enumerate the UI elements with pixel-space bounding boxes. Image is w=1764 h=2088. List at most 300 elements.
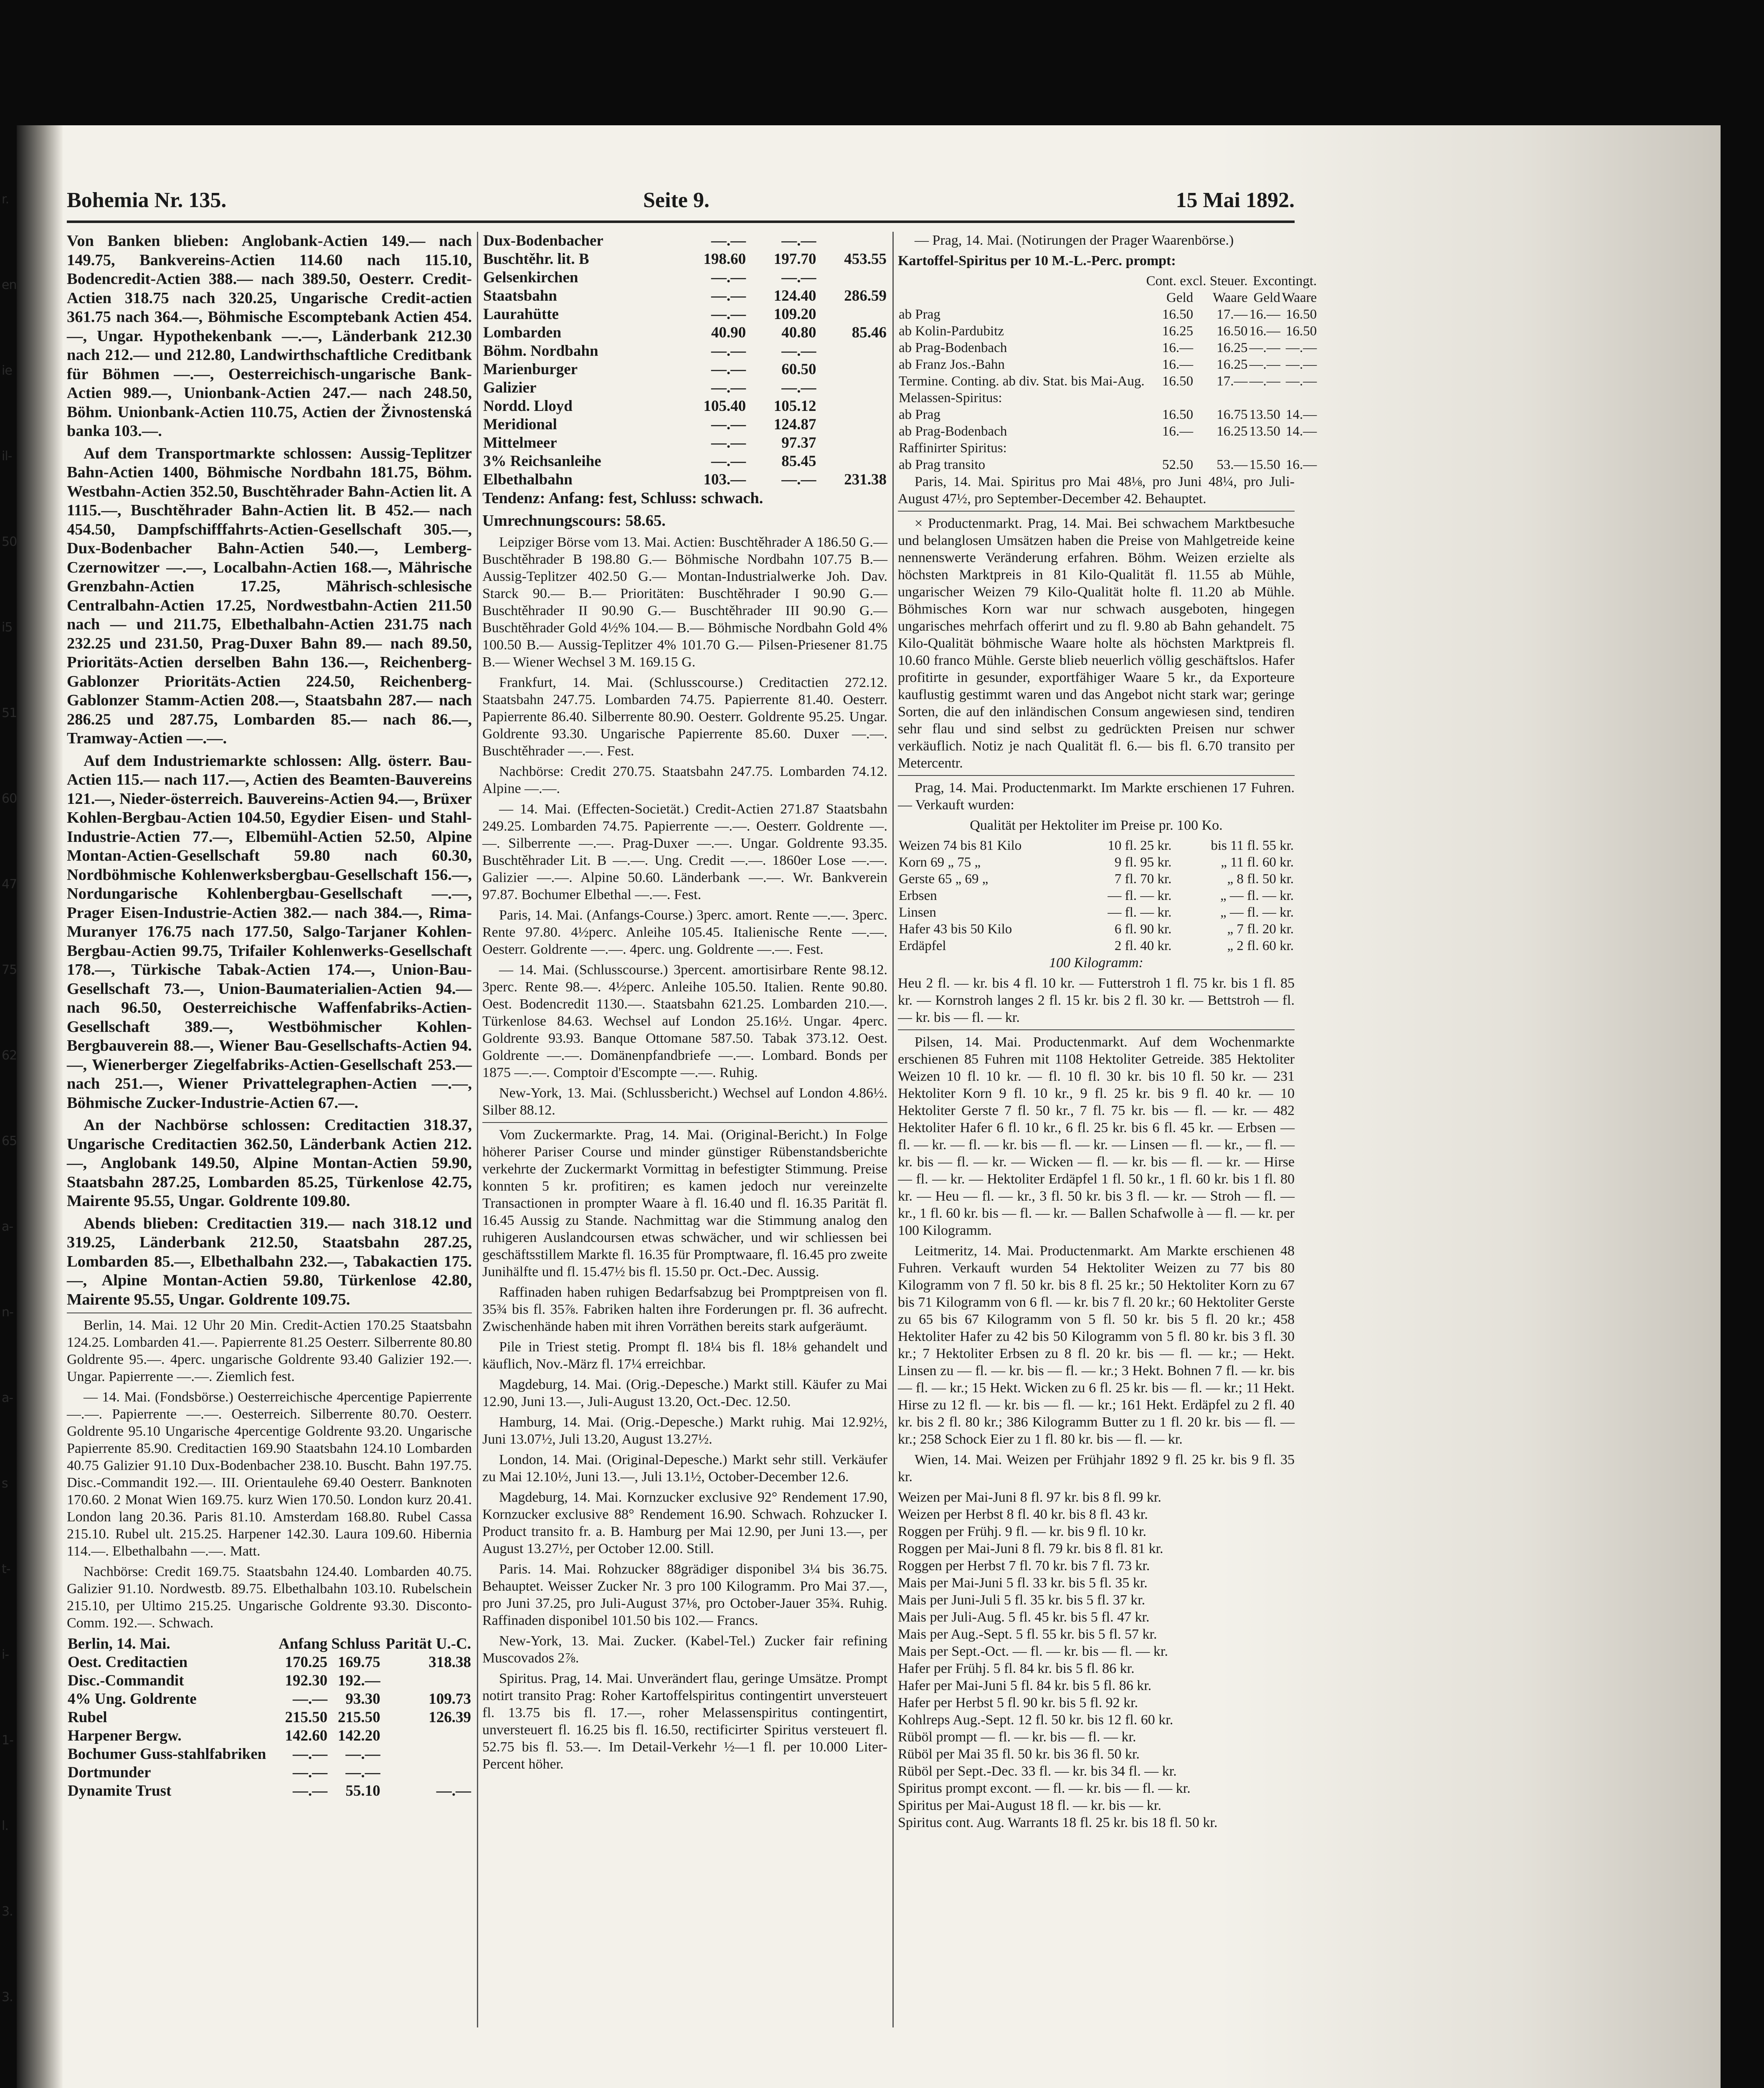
- price-line: Hafer per Frühj. 5 fl. 84 kr. bis 5 fl. 86 kr.: [898, 1661, 1135, 1676]
- pilsen-report: Pilsen, 14. Mai. Productenmarkt. Auf dem Wochenmarkte erschienen 85 Fuhren mit 1108 Hektoliter Getreide. 385 Hektoliter Weizen 10 fl. 10 kr. — fl. 10 fl. 30 kr. bis 10 fl. 50 kr. — 231 Hektoliter Korn 9 fl. 10 kr., 9 fl. 25 kr. bis 9 fl. 40 kr. — 10 Hektoliter Gerste 7 fl. 50 kr., 7 fl. 75 kr. bis — fl. — kr. — 482 Hektoliter Hafer 6 fl. 10 kr., 6 fl. 25 kr. bis 6 fl. 45 kr. — Erbsen — fl. — kr. — fl. — kr. bis — fl. — kr. — Linsen — fl. — kr., — fl. — kr. bis — fl. — kr. — Wicken — fl. — kr. bis — fl. — kr. — Hirse — fl. — kr. — Hektoliter Erdäpfel 1 fl. 50 kr., 1 fl. 60 kr. bis 1 fl. 80 kr. — Heu — fl. — kr., 3 fl. 50 kr. bis 3 fl. — kr. — Stroh — fl. — kr., 1 fl. 60 kr. bis — fl. — kr. — Ballen Schafwolle à — fl. — kr. per 100 Kilogramm.: [898, 1034, 1295, 1238]
- table-cell: —.—: [436, 1782, 471, 1799]
- table-header: Schluss: [331, 1635, 380, 1652]
- table-cell: 16.50: [1217, 324, 1248, 339]
- edge-fragment: en: [2, 278, 17, 292]
- table-cell: —.—: [781, 471, 816, 488]
- paris-raw-sugar: Paris. 14. Mai. Rohzucker 88grädiger disponibel 3¼ bis 36.75. Behauptet. Weisser Zucker Nr. 3 pro 100 Kilogramm. Pro Mai 37.—, pro Juni 37.25, pro Juli-August 37⅛, pro October-Jauer 35¾. Ruhig. Raffinaden disponibel 101.50 bis 102.— Francs.: [482, 1561, 887, 1628]
- spirit-table-body: [898, 306, 1318, 473]
- table-cell: 97.37: [781, 434, 816, 451]
- table-cell: 169.75: [337, 1654, 380, 1671]
- table-cell: 142.60: [285, 1727, 328, 1744]
- binding-shadow: [17, 125, 63, 2088]
- table-cell: „ 7 fl. 20 kr.: [1227, 922, 1294, 937]
- newyork-report: New-York, 13. Mai. (Schlussbericht.) Wechsel auf London 4.86½. Silber 88.12.: [482, 1085, 887, 1118]
- table-cell: „ 11 fl. 60 kr.: [1221, 855, 1294, 870]
- table-cell: 60.50: [781, 361, 816, 378]
- grain-table: [898, 837, 1295, 954]
- price-line: Rüböl prompt — fl. — kr. bis — fl. — kr.: [898, 1729, 1136, 1745]
- table-cell: „ — fl. — kr.: [1220, 905, 1294, 920]
- table-header: Cont. excl. Steuer.: [1146, 274, 1248, 289]
- table-row: [898, 904, 1295, 921]
- table-row: [482, 250, 887, 269]
- transport-report: Auf dem Transportmarkte schlossen: Aussig-Teplitzer Bahn-Actien 1400, Böhmische Nordbahn 181.75, Böhm. Westbahn-Actien 352.50, Buschtěhrader Bahn-Actien lit. A 1115.—, Buschtěhrader Bahn-Actien lit. B 452.— nach 454.50, Dampfschifffahrts-Actien-Gesellschaft 305.—, Dux-Bodenbacher Bahn-Actien 540.—, Lemberg-Czernowitzer —.—, Localbahn-Actien 168.—, Mährische Grenzbahn-Actien 17.25, Mährisch-schlesische Centralbahn-Actien 17.25, Nordwestbahn-Actien 211.50 nach — und 211.75, Elbethalbahn-Actien 231.75 nach 232.25 und 231.50, Prag-Duxer Bahn 89.— nach 89.50, Prioritäts-Actien derselben Bahn 136.—, Reichenberg-Gablonzer Prioritäts-Actien 224.50, Reichenberg-Gablonzer Stamm-Actien 208.—, Staatsbahn 287.— nach 286.25 und 287.75, Lombarden 85.— nach 86.—, Tramway-Actien —.—.: [67, 444, 472, 747]
- table-cell: 197.70: [773, 251, 816, 268]
- edge-fragment: r.: [2, 192, 9, 207]
- table-cell: [817, 342, 887, 360]
- table-row: [898, 921, 1295, 938]
- row-label: Korn 69 „ 75 „: [899, 855, 981, 870]
- table-cell: [381, 1764, 472, 1782]
- price-line: Hafer per Herbst 5 fl. 90 kr. bis 5 fl. 92 kr.: [898, 1695, 1138, 1710]
- grain-table-header: Qualität per Hektoliter im Preise pr. 100 Ko.: [970, 818, 1223, 833]
- row-label: Hafer 43 bis 50 Kilo: [899, 922, 1012, 937]
- row-label: Elbethalbahn: [483, 471, 573, 488]
- table-row: [898, 871, 1295, 887]
- edge-fragment: 50: [2, 535, 17, 549]
- table-row: [898, 306, 1318, 323]
- table-cell: 9 fl. 95 kr.: [1114, 855, 1172, 870]
- table-row: [898, 423, 1318, 440]
- table-cell: — fl. — kr.: [1108, 888, 1172, 903]
- row-label: Gerste 65 „ 69 „: [899, 872, 988, 887]
- row-label: Dynamite Trust: [68, 1782, 172, 1799]
- table-cell: [381, 1745, 472, 1764]
- table-cell: 170.25: [285, 1654, 328, 1671]
- london-report: London, 14. Mai. (Original-Depesche.) Markt sehr still. Verkäufer zu Mai 12.10½, Juni 13.—, Juli 13.1½, October-December 12.6.: [482, 1452, 887, 1485]
- table-cell: — fl. — kr.: [1108, 905, 1172, 920]
- table-cell: —.—: [1249, 374, 1280, 389]
- industry-report: Auf dem Industriemarkte schlossen: Allg. österr. Bau-Actien 115.— nach 117.—, Actien des Beamten-Bauvereins 121.—, Nieder-österreich. Bauvereins-Actien 94.—, Brüxer Kohlen-Bergbau-Actien 104.50, Egydier Eisen- und Stahl-Industrie-Actien 77.—, Elbemühl-Actien 52.50, Alpine Montan-Actien-Gesellschaft 59.80 nach 60.30, Nordböhmische Kohlenwerksbergbau-Gesellschaft 156.—, Nordungarische Kohlenbergbau-Gesellschaft —.—, Prager Eisen-Industrie-Actien 382.— nach 384.—, Rima-Muranyer 176.75 nach 177.50, Salgo-Tarjaner Kohlen-Bergbau-Actien 99.75, Trifailer Kohlenwerks-Gesellschaft 178.—, Türkische Tabak-Actien 174.—, Union-Bau-Gesellschaft 73.—, Union-Baumaterialien-Actien 94.— nach 96.50, Oesterreichische Waffenfabriks-Actien-Gesellschaft 389.—, Westböhmischer Kohlen-Bergbauverein 88.—, Wiener Bau-Gesellschafts-Actien 94.—, Wienerberger Ziegelfabriks-Actien-Gesellschaft 253.— nach 251.—, Wiener Privattelegraphen-Actien —.—, Böhmische Zucker-Industrie-Actien 67.—.: [67, 752, 472, 1112]
- row-label: Melassen-Spiritus:: [899, 390, 1002, 405]
- table-subheader: Geld: [1166, 290, 1194, 305]
- table-cell: 14.—: [1285, 424, 1317, 439]
- triest-report: Pile in Triest stetig. Prompt fl. 18¼ bis fl. 18⅛ gehandelt und käuflich, Nov.-März fl. 17¼ erreichbar.: [482, 1339, 887, 1372]
- table-cell: 10 fl. 25 kr.: [1108, 838, 1172, 853]
- table-cell: 40.90: [711, 324, 746, 341]
- berlin-fondsboerse: — 14. Mai. (Fondsbörse.) Oesterreichische 4percentige Papierrente —.—. Papierrente —.—. Oesterreich. Silberrente 80.70. Oesterr. Goldrente 95.10 Ungarische 4percentige Goldrente 93.20. Ungarische Papierrente 85.90. Creditactien 169.90 Staatsbahn 124.10 Lombarden 40.75 Galizier 91.10 Dux-Bodenbacher 238.10. Buscht. Bahn 197.75. Disc.-Commandit 192.—. III. Orientaulehe 69.40 Oesterr. Banknoten 170.60. 2 Monat Wien 169.75. kurz Wien 170.50. London kurz 20.41. London lang 20.36. Paris 81.10. Amsterdam 168.80. Rubel Cassa 215.10. Rubel ult. 215.25. Harpener 142.30. Laura 109.60. Hibernia 114.—. Elbethalbahn —.—. Matt.: [67, 1389, 472, 1559]
- table-cell: [381, 1727, 472, 1745]
- row-label: 3% Reichsanleihe: [483, 453, 601, 470]
- table-cell: 16.—: [1285, 457, 1317, 472]
- price-line: Spiritus per Mai-August 18 fl. — kr. bis — kr.: [898, 1798, 1161, 1813]
- edge-fragment: i5: [2, 620, 13, 635]
- edge-fragment: a-: [2, 1219, 13, 1234]
- berlin-afterbourse: Nachbörse: Credit 169.75. Staatsbahn 124.40. Lombarden 40.75. Galizier 91.10. Nordwestb. 89.75. Elbethalbahn 103.10. Rubelschein 215.10, per Ultimo 215.25. Ungarische Goldrente 93.30. Disconto-Comm. 192.—. Schwach.: [67, 1564, 472, 1631]
- table-cell: —.—: [345, 1764, 380, 1781]
- table-cell: 16.25: [1217, 340, 1248, 355]
- table-cell: —.—: [292, 1690, 328, 1708]
- header-rule: [67, 220, 1295, 223]
- column-divider: [892, 232, 894, 2027]
- leipzig-report: Leipziger Börse vom 13. Mai. Actien: Buschtěhrader A 186.50 G.— Buschtěhrader B 198.80 G.— Böhmische Nordbahn 107.75 B.— Aussig-Teplitzer 402.50 G.— Montan-Industrialwerke Joh. Dav. Starck 90.— B.— Prioritäten: Buschtěhrader I 90.90 G.— Buschtěhrader II 90.90 G.— Buschtěhrader III 90.90 G.— Buschtěhrader Gold 4½% 104.— B.— Böhmische Nordbahn Gold 4% 100.50 B.— Aussig-Teplitzer 4% 101.70 G.— Pilsen-Priesener 81.75 B.— Wiener Wechsel 3 M. 169.15 G.: [482, 535, 887, 670]
- row-label: Lombarden: [483, 324, 562, 341]
- table-cell: 16.50: [1162, 307, 1194, 322]
- column-left: [67, 232, 472, 2027]
- table-cell: 16.75: [1217, 407, 1248, 422]
- row-label: Gelsenkirchen: [483, 269, 578, 286]
- table-cell: 13.50: [1249, 424, 1280, 439]
- table-cell: —.—: [711, 269, 746, 286]
- table-row: [482, 232, 887, 250]
- row-label: Mittelmeer: [483, 434, 557, 451]
- table-cell: 16.—: [1249, 324, 1280, 339]
- quote-table: [482, 232, 887, 489]
- quote-table-body: [482, 232, 887, 489]
- spirit-table-title: Kartoffel-Spiritus per 10 M.-L.-Perc. prompt:: [898, 253, 1176, 269]
- price-line: Rüböl per Mai 35 fl. 50 kr. bis 36 fl. 50 kr.: [898, 1746, 1140, 1762]
- conversion-rate: Umrechnungscours: 58.65.: [482, 512, 666, 530]
- table-cell: 13.50: [1249, 407, 1280, 422]
- table-row: [482, 397, 887, 416]
- table-cell: —.—: [711, 434, 746, 451]
- table-cell: bis 11 fl. 55 kr.: [1211, 838, 1294, 853]
- berlin-table-title: Berlin, 14. Mai.: [68, 1635, 170, 1652]
- price-line: Mais per Aug.-Sept. 5 fl. 55 kr. bis 5 fl. 57 kr.: [898, 1627, 1157, 1642]
- row-label: Staatsbahn: [483, 287, 557, 304]
- row-label: ab Franz Jos.-Bahn: [899, 357, 1005, 372]
- table-cell: 126.39: [428, 1709, 471, 1726]
- table-header: Excontingt.: [1253, 274, 1317, 289]
- table-cell: —.—: [711, 453, 746, 470]
- table-row: [482, 434, 887, 452]
- edge-fragment: 60: [2, 791, 17, 806]
- table-row: [67, 1745, 472, 1764]
- table-cell: 16.25: [1217, 424, 1248, 439]
- price-line: Mais per Juni-Juli 5 fl. 35 kr. bis 5 fl. 37 kr.: [898, 1592, 1146, 1608]
- table-cell: 16.—: [1249, 307, 1280, 322]
- table-cell: 105.40: [703, 398, 746, 415]
- table-cell: 142.20: [337, 1727, 380, 1744]
- frankfurt-effecten: — 14. Mai. (Effecten-Societät.) Credit-Actien 271.87 Staatsbahn 249.25. Lombarden 74.75. Papierrente —.—. Oesterr. Goldrente —.—. Silberrente —.—. Prag-Duxer —.—. Ungar. Goldrente 93.35. Buschtěhrader Lit. B —.—. Ung. Credit —.—. 1860er Lose —.—. Galizier —.—. Alpine 50.60. Länderbank —.—. Wr. Bankverein 97.87. Bochumer Elbethal —.—. Fest.: [482, 801, 887, 902]
- table-row: [482, 287, 887, 305]
- row-label: Oest. Creditactien: [68, 1654, 188, 1671]
- table-cell: 124.40: [773, 287, 816, 304]
- edge-fragment: 1-: [2, 1733, 13, 1748]
- row-label: Rubel: [68, 1709, 107, 1726]
- table-cell: 93.30: [345, 1690, 380, 1708]
- table-row: [67, 1727, 472, 1745]
- table-cell: —.—: [711, 379, 746, 396]
- row-label: Erdäpfel: [899, 938, 946, 953]
- table-cell: [1194, 440, 1248, 456]
- table-cell: [817, 452, 887, 471]
- row-label: 4% Ung. Goldrente: [68, 1690, 197, 1708]
- banks-report: Von Banken blieben: Anglobank-Actien 149.— nach 149.75, Bankvereins-Actien 114.60 nach 115.10, Bodencredit-Actien 388.— nach 389.50, Oesterr. Credit-Actien 318.75 nach 320.25, Ungarische Credit-actien 361.75 nach 364.—, Böhmische Escomptebank Actien 454.—, Ungar. Hypothekenbank —.—, Länderbank 212.30 nach 212.— und 212.80, Landwirthschaftliche Creditbank für Böhmen —.—, Oesterreichisch-ungarische Bank-Actien 989.—, Unionbank-Actien 247.— nach 248.50, Böhm. Unionbank-Actien 110.75, Actien der Živnostenská banka 103.—.: [67, 232, 472, 440]
- table-cell: —.—: [781, 342, 816, 360]
- table-row: [67, 1653, 472, 1672]
- table-row: [67, 1764, 472, 1782]
- paris-closing: — 14. Mai. (Schlusscourse.) 3percent. amortisirbare Rente 98.12. 3perc. Rente 98.—. 4½perc. Anleihe 105.50. Italien. Rente 90.80. Oest. Bodencredit 1130.—. Staatsbahn 621.25. Lombarden 210.—. Türkenlose 84.63. Wechsel auf London 25.16½. Ungar. 4perc. Goldrente 93.93. Banque Ottomane 587.50. Tabak 373.12. Oest. Goldrente —.—. Domänenpfandbriefe —.—. Lombard. Bonds per 1875 —.—. Comptoir d'Escompte —.—. Ruhig.: [482, 962, 887, 1080]
- newyork-sugar: New-York, 13. Mai. Zucker. (Kabel-Tel.) Zucker fair refining Muscovados 2⅞.: [482, 1633, 887, 1666]
- table-cell: —.—: [711, 287, 746, 304]
- table-cell: [817, 434, 887, 452]
- edge-fragment: 51: [2, 706, 17, 720]
- table-cell: 16.50: [1285, 324, 1317, 339]
- table-cell: [1281, 440, 1318, 456]
- vienna-end: Spiritus cont. Aug. Warrants 18 fl. 25 kr. bis 18 fl. 50 kr.: [898, 1815, 1218, 1830]
- table-cell: 55.10: [345, 1782, 380, 1799]
- table-cell: 15.50: [1249, 457, 1280, 472]
- table-cell: —.—: [711, 306, 746, 323]
- table-subheader: Waare: [1213, 290, 1248, 305]
- table-cell: —.—: [781, 269, 816, 286]
- price-line: Roggen per Herbst 7 fl. 70 kr. bis 7 fl. 73 kr.: [898, 1558, 1150, 1574]
- price-line: Roggen per Frühj. 9 fl. — kr. bis 9 fl. 10 kr.: [898, 1524, 1146, 1539]
- price-line: Spiritus prompt excont. — fl. — kr. bis — fl. — kr.: [898, 1781, 1191, 1796]
- row-label: ab Prag: [899, 407, 940, 422]
- table-row: [898, 323, 1318, 340]
- row-label: Raffinirter Spiritus:: [899, 441, 1007, 456]
- table-cell: —.—: [292, 1746, 328, 1763]
- table-cell: 124.87: [773, 416, 816, 433]
- table-cell: 105.12: [773, 398, 816, 415]
- table-row: [898, 406, 1318, 423]
- table-cell: [1248, 390, 1281, 406]
- row-label: Erbsen: [899, 888, 937, 903]
- table-cell: 192.30: [285, 1672, 328, 1689]
- table-cell: —.—: [1285, 340, 1317, 355]
- column-middle: [482, 232, 887, 2027]
- row-label: ab Prag transito: [899, 457, 986, 472]
- table-row: [898, 837, 1295, 854]
- row-label: Nordd. Lloyd: [483, 398, 573, 415]
- table-header: Anfang: [278, 1635, 328, 1652]
- edge-fragment: 75: [2, 963, 17, 977]
- row-label: Laurahütte: [483, 306, 559, 323]
- divider: [898, 1029, 1295, 1030]
- table-row: [482, 379, 887, 397]
- table-cell: —.—: [292, 1764, 328, 1781]
- table-row: [898, 854, 1295, 871]
- table-cell: 16.—: [1162, 340, 1194, 355]
- row-label: ab Prag-Bodenbach: [899, 424, 1007, 439]
- row-label: Harpener Bergw.: [68, 1727, 182, 1744]
- table-cell: —.—: [1285, 357, 1317, 372]
- row-label: Meridional: [483, 416, 557, 433]
- price-line: Mais per Juli-Aug. 5 fl. 45 kr. bis 5 fl. 47 kr.: [898, 1609, 1150, 1625]
- table-row: [482, 342, 887, 360]
- header-masthead: Bohemia Nr. 135.: [67, 188, 227, 212]
- table-cell: [381, 1672, 472, 1690]
- edge-fragment: 47: [2, 877, 17, 892]
- table-row: [67, 1690, 472, 1708]
- refined-sugar-report: Raffinaden haben ruhigen Bedarfsabzug bei Promptpreisen von fl. 35¾ bis fl. 35⅞. Fabriken halten ihre Forderungen pr. fl. 36 aufrecht. Zwischenhände haben mit ihren Vorräthen bereits stark aufgeräumt.: [482, 1285, 887, 1334]
- edge-fragment: il-: [2, 449, 12, 464]
- previous-page-edge: [0, 159, 19, 2088]
- price-line: Kohlreps Aug.-Sept. 12 fl. 50 kr. bis 12 fl. 60 kr.: [898, 1712, 1173, 1728]
- table-cell: [817, 232, 887, 250]
- row-label: ab Prag-Bodenbach: [899, 340, 1007, 355]
- table-cell: 16.25: [1162, 324, 1194, 339]
- row-label: Termine. Conting. ab div. Stat. bis Mai-Aug.: [899, 374, 1145, 389]
- row-label: Dortmunder: [68, 1764, 151, 1781]
- table-cell: [817, 416, 887, 434]
- row-label: ab Prag: [899, 307, 940, 322]
- table-row: [67, 1708, 472, 1727]
- table-cell: —.—: [1249, 340, 1280, 355]
- table-cell: —.—: [1285, 374, 1317, 389]
- table-cell: —.—: [711, 232, 746, 249]
- row-label: Galizier: [483, 379, 537, 396]
- table-cell: 7 fl. 70 kr.: [1114, 872, 1172, 887]
- edge-fragment: l.: [2, 1819, 8, 1833]
- row-label: Dux-Bodenbacher: [483, 232, 603, 249]
- page-header: [67, 184, 1295, 217]
- divider: [482, 1122, 887, 1123]
- grain-unit-note: 100 Kilogramm:: [1049, 955, 1143, 971]
- table-cell: [1146, 390, 1194, 406]
- edge-fragment: s: [2, 1476, 8, 1491]
- table-row: [898, 440, 1318, 456]
- table-cell: 16.50: [1162, 374, 1194, 389]
- paris-spirit-report: Paris, 14. Mai. Spiritus pro Mai 48⅛, pro Juni 48¼, pro Juli-August 47½, pro September-December 42. Behauptet.: [898, 474, 1295, 507]
- table-cell: 52.50: [1162, 457, 1194, 472]
- table-row: [898, 390, 1318, 406]
- table-cell: —.—: [292, 1782, 328, 1799]
- table-cell: —.—: [345, 1746, 380, 1763]
- table-cell: „ — fl. — kr.: [1220, 888, 1294, 903]
- table-cell: 53.—: [1217, 457, 1248, 472]
- row-label: Linsen: [899, 905, 936, 920]
- column-right: [898, 232, 1317, 2027]
- table-cell: [817, 397, 887, 416]
- table-cell: —.—: [781, 232, 816, 249]
- table-cell: 17.—: [1217, 307, 1248, 322]
- produce-market-intro: Prag, 14. Mai. Productenmarkt. Im Markte erschienen 17 Fuhren. — Verkauft wurden:: [898, 780, 1295, 813]
- edge-fragment: ie: [2, 363, 12, 378]
- table-row: [482, 360, 887, 379]
- table-row: [898, 938, 1295, 954]
- spirit-table: [898, 273, 1318, 473]
- table-row: [67, 1782, 472, 1800]
- table-cell: 2 fl. 40 kr.: [1114, 938, 1172, 953]
- edge-fragment: 62: [2, 1048, 17, 1063]
- edge-fragment: t-: [2, 1562, 10, 1576]
- table-row: [482, 471, 887, 489]
- table-cell: 16.—: [1162, 357, 1194, 372]
- table-cell: 215.50: [337, 1709, 380, 1726]
- table-cell: „ 8 fl. 50 kr.: [1227, 872, 1294, 887]
- table-header: Parität U.-C.: [385, 1635, 471, 1652]
- table-cell: 85.46: [852, 324, 887, 341]
- grain-table-body: [898, 837, 1295, 954]
- table-subheader: Waare: [1282, 290, 1317, 305]
- table-cell: 85.45: [781, 453, 816, 470]
- table-cell: 16.—: [1162, 424, 1194, 439]
- row-label: Bochumer Guss-stahlfabriken: [68, 1746, 266, 1763]
- edge-fragment: 3.: [2, 1990, 13, 2004]
- table-cell: —.—: [711, 342, 746, 360]
- table-row: [898, 373, 1318, 390]
- row-label: Böhm. Nordbahn: [483, 342, 598, 360]
- table-cell: 40.80: [781, 324, 816, 341]
- edge-fragment: 65: [2, 1134, 17, 1148]
- table-row: [898, 456, 1318, 473]
- table-cell: 14.—: [1285, 407, 1317, 422]
- table-cell: 231.38: [844, 471, 887, 488]
- table-cell: 453.55: [844, 251, 887, 268]
- row-label: Buschtěhr. lit. B: [483, 251, 589, 268]
- afterbourse-report: An der Nachbörse schlossen: Creditactien 318.37, Ungarische Creditactien 362.50, Länderbank Actien 212.—, Anglobank 149.50, Alpine Montan-Actien 59.90, Staatsbahn 287.25, Lombarden 85.25, Türkenlose 42.75, Mairente 95.55, Ungar. Goldrente 109.80.: [67, 1116, 472, 1210]
- edge-fragment: a-: [2, 1391, 13, 1405]
- tendency-line: Tendenz: Anfang: fest, Schluss: schwach.: [482, 489, 763, 507]
- price-line: Roggen per Mai-Juni 8 fl. 79 kr. bis 8 fl. 81 kr.: [898, 1541, 1163, 1556]
- table-row: [482, 452, 887, 471]
- table-cell: 16.50: [1285, 307, 1317, 322]
- table-cell: —.—: [711, 416, 746, 433]
- table-cell: 17.—: [1217, 374, 1248, 389]
- table-row: [898, 887, 1295, 904]
- header-page-number: Seite 9.: [643, 188, 710, 212]
- table-cell: —.—: [711, 361, 746, 378]
- table-row: [482, 305, 887, 324]
- table-cell: 215.50: [285, 1709, 328, 1726]
- table-cell: 109.73: [428, 1690, 471, 1708]
- price-line: Rüböl per Sept.-Dec. 33 fl. — kr. bis 34 fl. — kr.: [898, 1764, 1177, 1779]
- table-cell: „ 2 fl. 60 kr.: [1227, 938, 1294, 953]
- table-cell: [817, 305, 887, 324]
- paris-opening: Paris, 14. Mai. (Anfangs-Course.) 3perc. amort. Rente —.—. 3perc. Rente 97.80. 4½perc. Anleihe 105.45. Italienische Rente —.—. Oesterr. Goldrente —.—. 4perc. ung. Goldrente —.—. Fest.: [482, 907, 887, 957]
- column-divider: [477, 232, 478, 2027]
- table-row: [482, 324, 887, 342]
- price-line: Weizen per Herbst 8 fl. 40 kr. bis 8 fl. 43 kr.: [898, 1507, 1148, 1522]
- table-row: [482, 416, 887, 434]
- header-date: 15 Mai 1892.: [1176, 188, 1295, 212]
- berlin-table-body: [67, 1653, 472, 1800]
- table-cell: 16.50: [1162, 407, 1194, 422]
- table-cell: [1146, 440, 1194, 456]
- divider: [898, 511, 1295, 512]
- table-row: [482, 269, 887, 287]
- table-cell: 192.—: [337, 1672, 380, 1689]
- price-line: Weizen per Mai-Juni 8 fl. 97 kr. bis 8 fl. 99 kr.: [898, 1490, 1161, 1505]
- produce-market-report: × Productenmarkt. Prag, 14. Mai. Bei schwachem Marktbesuche und belanglosen Umsätzen haben die Preise von Mahlgetreide keine nennenswerte Veränderung erfahren. Böhm. Weizen erzielte als höchsten Marktpreis in 81 Kilo-Qualität fl. 11.55 ab Mühle, ungarischer Weizen 79 Kilo-Qualität holte fl. 11.20 ab Mühle. Böhmisches Korn war nur schwach ausgeboten, hingegen ungarisches mehrfach offerirt und zu fl. 9.80 ab Bahn gehandelt. 75 Kilo-Qualität böhmische Waare holte als höchsten Marktpreis fl. 10.60 franco Mühle. Gerste blieb neuerlich völlig geschäftslos. Hafer profitirte in gesunder, exportfähiger Waare 5 kr., da Exporteure kauflustig gestimmt waren und das Angebot nicht stark war; geringe Sorten, die auf den inländischen Consum angewiesen sind, tendiren sehr flau und sind selbst zu gedrückten Preisen nur schwer verkäuflich. Notiz je nach Qualität fl. 6.— bis fl. 6.70 transito per Metercentr.: [898, 516, 1295, 771]
- edge-fragment: n-: [2, 1305, 13, 1320]
- edge-fragment: 3.: [2, 1904, 13, 1919]
- row-label: Disc.-Commandit: [68, 1672, 184, 1689]
- table-cell: 318.38: [428, 1654, 471, 1671]
- table-cell: 103.—: [703, 471, 746, 488]
- frankfurt-report: Frankfurt, 14. Mai. (Schlusscourse.) Creditactien 272.12. Staatsbahn 247.75. Lombarden 74.75. Papierrente 81.40. Oesterr. Papierrente 86.40. Silberrente 80.90. Oesterr. Goldrente 95.25. Ungar. Goldrente 93.30. Ungarische Papierrente 85.60. Duxer —.—. Buschtěhrader —.—. Fest.: [482, 675, 887, 759]
- row-label: Weizen 74 bis 81 Kilo: [899, 838, 1022, 853]
- row-label: ab Kolin-Pardubitz: [899, 324, 1004, 339]
- table-cell: [1248, 440, 1281, 456]
- table-subheader: Geld: [1253, 290, 1280, 305]
- table-cell: [817, 360, 887, 379]
- table-cell: 6 fl. 90 kr.: [1114, 922, 1172, 937]
- table-cell: 109.20: [773, 306, 816, 323]
- hay-straw-prices: Heu 2 fl. — kr. bis 4 fl. 10 kr. — Futterstroh 1 fl. 75 kr. bis 1 fl. 85 kr. — Kornstroh langes 2 fl. 15 kr. bis 2 fl. 30 kr. — Bettstroh — fl. — kr. bis — fl. — kr.: [898, 976, 1295, 1025]
- magdeburg-report: Magdeburg, 14. Mai. (Orig.-Depesche.) Markt still. Käufer zu Mai 12.90, Juni 13.—, Juli-August 13.20, Oct.-Dec. 12.50.: [482, 1377, 887, 1409]
- table-cell: [1281, 390, 1318, 406]
- edge-fragment: i-: [2, 1647, 9, 1662]
- row-label: Marienburger: [483, 361, 578, 378]
- table-cell: —.—: [1249, 357, 1280, 372]
- divider: [898, 775, 1295, 776]
- berlin-table: [67, 1635, 472, 1800]
- price-line: Hafer per Mai-Juni 5 fl. 84 kr. bis 5 fl. 86 kr.: [898, 1678, 1152, 1693]
- table-cell: —.—: [781, 379, 816, 396]
- berlin-report: Berlin, 14. Mai. 12 Uhr 20 Min. Credit-Actien 170.25 Staatsbahn 124.25. Lombarden 41.—. Papierrente 81.25 Oesterr. Silberrente 80.80 Goldrente 95.—. 4perc. ungarische Goldrente 93.40 Galizier 192.—. Ungar. Papierrente —.—. Ziemlich fest.: [67, 1318, 472, 1384]
- table-cell: 16.25: [1217, 357, 1248, 372]
- vienna-price-list: [898, 1489, 1295, 1814]
- table-cell: [817, 379, 887, 397]
- sugar-market-report: Vom Zuckermarkte. Prag, 14. Mai. (Original-Bericht.) In Folge höherer Pariser Course und minder günstiger Rübenstandsberichte verkehrte der Zuckermarkt Vormittag in befestigter Stimmung. Preise konnten 5 kr. profitiren; es kamen jedoch nur vereinzelte Transactionen in prompter Waare à fl. 16.40 und fl. 16.35 Parität fl. 16.45 Aussig zu Stande. Nachmittag war die Stimmung analog den ruhigeren Auslandcoursen etwas schwächer, und wir schliessen bei geschäftsstillem Markte fl. 16.35 für Promptwaare, fl. 16.45 pro zweite Junihälfte und fl. 15.47½ bis fl. 15.50 pr. Oct.-Dec. Aussig.: [482, 1127, 887, 1280]
- table-cell: [817, 269, 887, 287]
- prague-exchange-intro: — Prag, 14. Mai. (Notirungen der Prager Waarenbörse.): [915, 233, 1234, 248]
- table-row: [898, 340, 1318, 356]
- table-row: [898, 356, 1318, 373]
